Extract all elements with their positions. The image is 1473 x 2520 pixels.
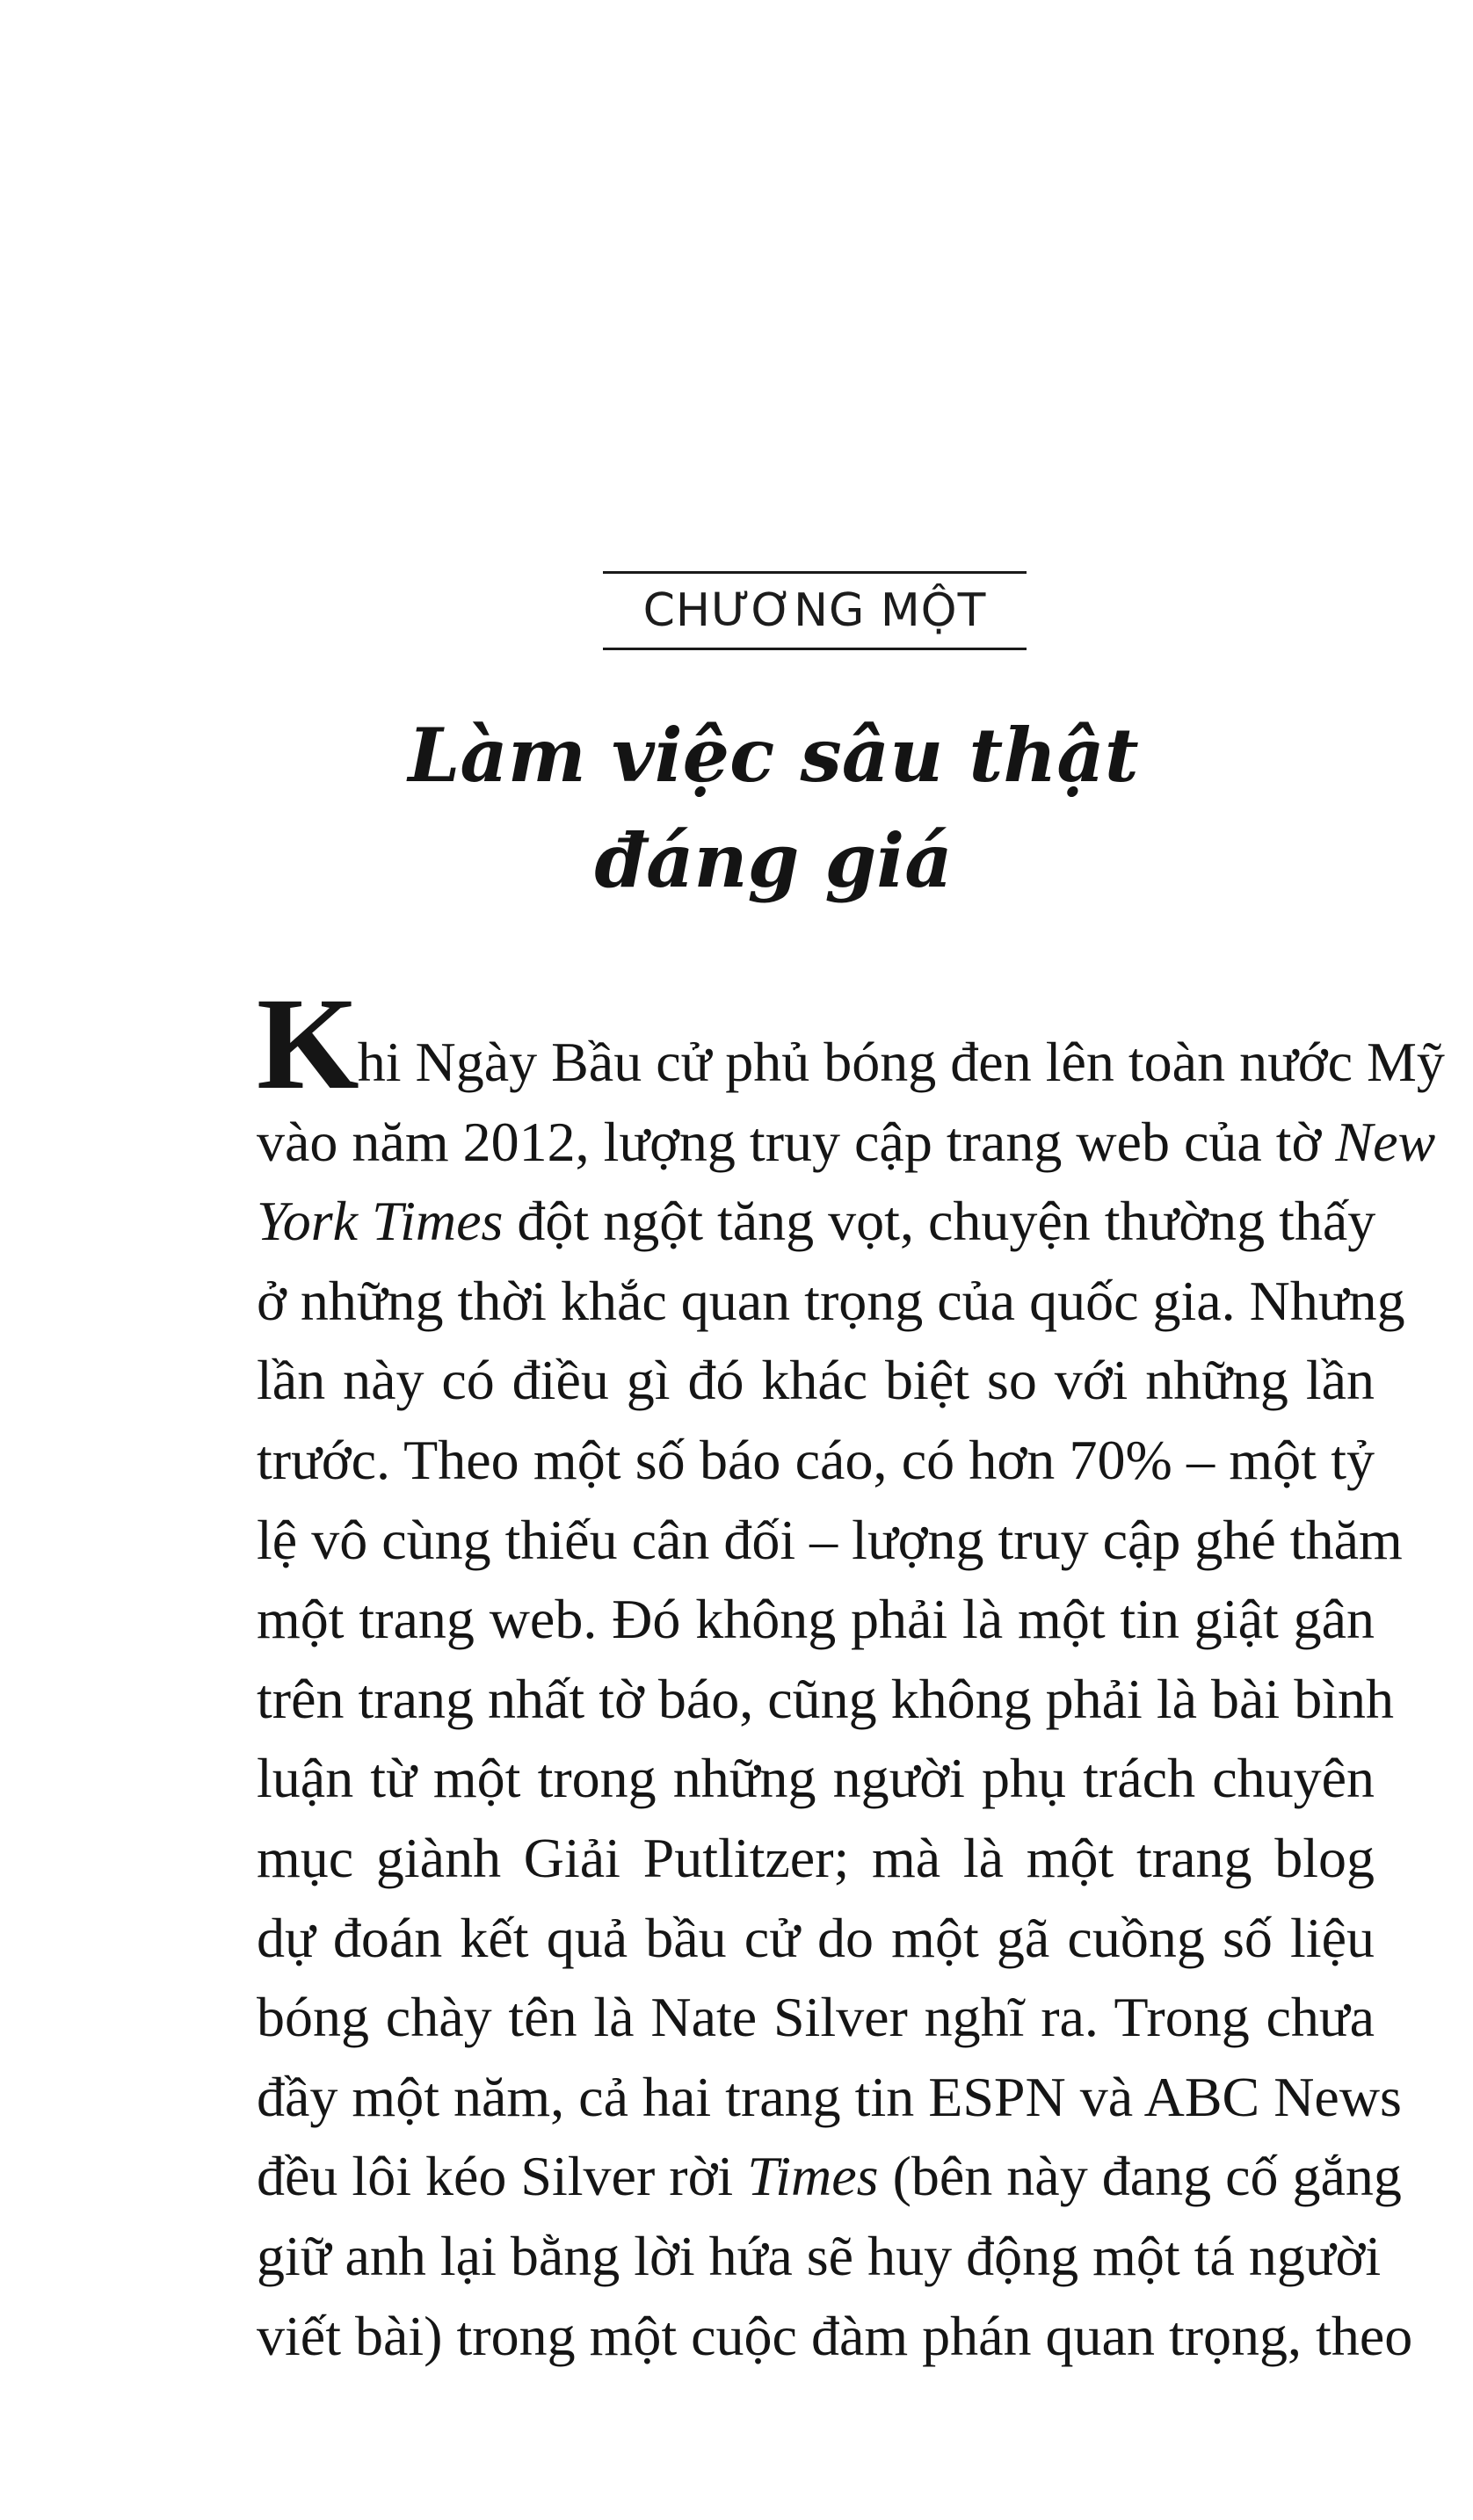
italic-text: York Times [257, 1190, 504, 1253]
text-line: mục giành Giải Putlitzer; mà là một trang blog [257, 1826, 1375, 1889]
text-line: đều lôi kéo Silver rời Times (bên này đang cố gắng [257, 2145, 1402, 2208]
text-line: trên trang nhất tờ báo, cũng không phải là bài bình [257, 1667, 1394, 1730]
text-line: giữ anh lại bằng lời hứa sẽ huy động một tá người [257, 2224, 1382, 2287]
text-line: vào năm 2012, lượng truy cập trang web của tờ New [257, 1110, 1436, 1173]
body-paragraph [257, 971, 1445, 2376]
drop-cap: K [257, 971, 356, 1117]
text-line: trước. Theo một số báo cáo, có hơn 70% – một tỷ [257, 1428, 1375, 1491]
text-line: ở những thời khắc quan trọng của quốc gia. Nhưng [257, 1269, 1405, 1332]
text-line: đầy một năm, cả hai trang tin ESPN và ABC News [257, 2065, 1402, 2128]
text-line: lệ vô cùng thiếu cân đối – lượng truy cập ghé thăm [257, 1508, 1403, 1571]
top-rule [603, 571, 1027, 574]
chapter-label: CHƯƠNG MỘT [642, 584, 987, 637]
bottom-rule [603, 648, 1027, 650]
chapter-title: Làm việc sâu thật đáng giá [408, 712, 1139, 904]
text-line: dự đoán kết quả bầu cử do một gã cuồng số liệu [257, 1906, 1375, 1969]
text-line: viết bài) trong một cuộc đàm phán quan trọng, theo [257, 2304, 1413, 2367]
text-line: một trang web. Đó không phải là một tin giật gân [257, 1588, 1375, 1651]
italic-text: Times [747, 2145, 879, 2208]
text-line: York Times đột ngột tăng vọt, chuyện thường thấy [257, 1190, 1376, 1253]
chapter-header [603, 571, 1027, 650]
text-line: Khi Ngày Bầu cử phủ bóng đen lên toàn nước Mỹ [257, 971, 1445, 1117]
text-line: bóng chày tên là Nate Silver nghĩ ra. Trong chưa [257, 1986, 1375, 2049]
text-line: luận từ một trong những người phụ trách chuyên [257, 1747, 1375, 1810]
text-line: lần này có điều gì đó khác biệt so với những lần [257, 1349, 1375, 1412]
italic-text: New [1335, 1110, 1436, 1173]
